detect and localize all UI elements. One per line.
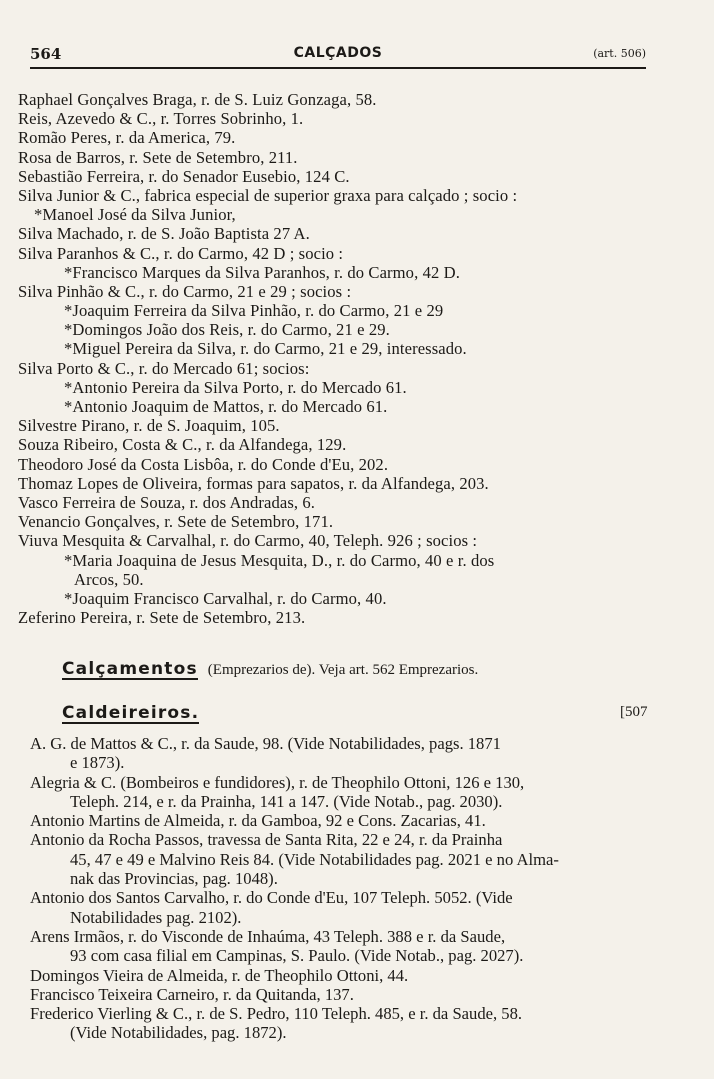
directory-entry: *Francisco Marques da Silva Paranhos, r. do Carmo, 42 D. [64,262,460,282]
calcamentos-section [62,660,478,680]
caldeireiro-entry-line: nak das Provincias, pag. 1048). [70,869,278,889]
directory-entry: *Antonio Joaquim de Mattos, r. do Mercado 61. [64,397,388,416]
directory-entry: *Domingos João dos Reis, r. do Carmo, 21 e 29. [64,320,390,340]
caldeireiro-entry-line: 93 com casa filial em Campinas, S. Paulo. (Vide Notab., pag. 2027). [70,946,524,966]
directory-entry: Silva Machado, r. de S. João Baptista 27 A. [18,224,310,244]
caldeireiro-entry-line: Arens Irmãos, r. do Visconde de Inhaúma, 43 Teleph. 388 e r. da Saude, [30,926,506,946]
directory-entry: Silva Paranhos & C., r. do Carmo, 42 D ; socio : [18,243,344,263]
directory-entry: Silva Junior & C., fabrica especial de superior graxa para calçado ; socio : [18,185,518,205]
directory-entry: Silva Porto & C., r. do Mercado 61; socios: [18,358,310,378]
caldeireiro-entry-line: Antonio dos Santos Carvalho, r. do Conde d'Eu, 107 Teleph. 5052. (Vide [30,888,513,908]
directory-entry: Raphael Gonçalves Braga, r. de S. Luiz Gonzaga, 58. [18,90,377,109]
caldeireiro-entry-line: A. G. de Mattos & C., r. da Saude, 98. (Vide Notabilidades, pags. 1871 [30,734,501,753]
directory-entry: *Manoel José da Silva Junior, [34,205,236,225]
caldeireiro-entry-line: Notabilidades pag. 2102). [70,907,242,927]
caldeireiro-entry-line: Antonio Martins de Almeida, r. da Gamboa, 92 e Cons. Zacarias, 41. [30,811,486,831]
caldeireiros-article-ref: [507 [620,704,648,720]
caldeireiro-entry-line: Antonio da Rocha Passos, travessa de Santa Rita, 22 e 24, r. da Prainha [30,830,503,850]
directory-entry: Venancio Gonçalves, r. Sete de Setembro, 171. [18,512,334,532]
directory-entry: Silvestre Pirano, r. de S. Joaquim, 105. [18,416,280,436]
caldeireiro-entry-line: Francisco Teixeira Carneiro, r. da Quitanda, 137. [30,984,354,1004]
directory-entry: Rosa de Barros, r. Sete de Setembro, 211. [18,147,298,167]
directory-entry: Thomaz Lopes de Oliveira, formas para sapatos, r. da Alfandega, 203. [18,473,489,493]
calcados-entry-list [18,90,668,627]
directory-entry: Vasco Ferreira de Souza, r. dos Andradas, 6. [18,492,316,512]
article-reference: (art. 506) [593,47,646,60]
caldeireiros-entry-list [30,734,670,1043]
directory-entry: *Joaquim Ferreira da Silva Pinhão, r. do Carmo, 21 e 29 [64,301,444,321]
page-title: CALÇADOS [293,45,383,61]
directory-entry: Viuva Mesquita & Carvalhal, r. do Carmo, 40, Teleph. 926 ; socios : [18,531,478,551]
calcamentos-note: (Emprezarios de). Veja art. 562 Emprezarios. [207,662,479,678]
directory-entry: *Maria Joaquina de Jesus Mesquita, D., r. do Carmo, 40 e r. dos [64,550,495,570]
directory-entry: *Antonio Pereira da Silva Porto, r. do Mercado 61. [64,377,407,397]
caldeireiro-entry-line: e 1873). [70,753,125,773]
directory-entry: Theodoro José da Costa Lisbôa, r. do Conde d'Eu, 202. [18,454,389,474]
caldeireiro-entry-line: Frederico Vierling & C., r. de S. Pedro, 110 Teleph. 485, e r. da Saude, 58. [30,1004,523,1024]
caldeireiro-entry-line: Domingos Vieira de Almeida, r. de Theophilo Ottoni, 44. [30,965,409,985]
caldeireiro-entry-line: Teleph. 214, e r. da Prainha, 141 a 147. (Vide Notab., pag. 2030). [70,791,503,811]
directory-entry: *Miguel Pereira da Silva, r. do Carmo, 21 e 29, interessado. [64,339,467,359]
directory-entry: *Joaquim Francisco Carvalhal, r. do Carmo, 40. [64,588,387,608]
page-header [30,45,646,69]
page-number: 564 [30,45,62,63]
caldeireiro-entry-line: Alegria & C. (Bombeiros e fundidores), r. de Theophilo Ottoni, 126 e 130, [30,772,525,792]
caldeireiros-section [62,704,662,724]
directory-entry: Arcos, 50. [74,569,144,589]
directory-entry: Reis, Azevedo & C., r. Torres Sobrinho, 1. [18,109,304,129]
caldeireiros-heading: Caldeireiros. [62,703,200,723]
calcamentos-heading: Calçamentos [62,659,198,679]
caldeireiro-entry-line: (Vide Notabilidades, pag. 1872). [70,1023,287,1043]
directory-entry: Souza Ribeiro, Costa & C., r. da Alfandega, 129. [18,435,347,455]
directory-entry: Zeferino Pereira, r. Sete de Setembro, 213. [18,608,306,628]
directory-entry: Romão Peres, r. da America, 79. [18,128,236,148]
caldeireiro-entry-line: 45, 47 e 49 e Malvino Reis 84. (Vide Notabilidades pag. 2021 e no Alma- [70,849,559,869]
directory-entry: Silva Pinhão & C., r. do Carmo, 21 e 29 ; socios : [18,281,352,301]
directory-entry: Sebastião Ferreira, r. do Senador Eusebio, 124 C. [18,166,350,186]
